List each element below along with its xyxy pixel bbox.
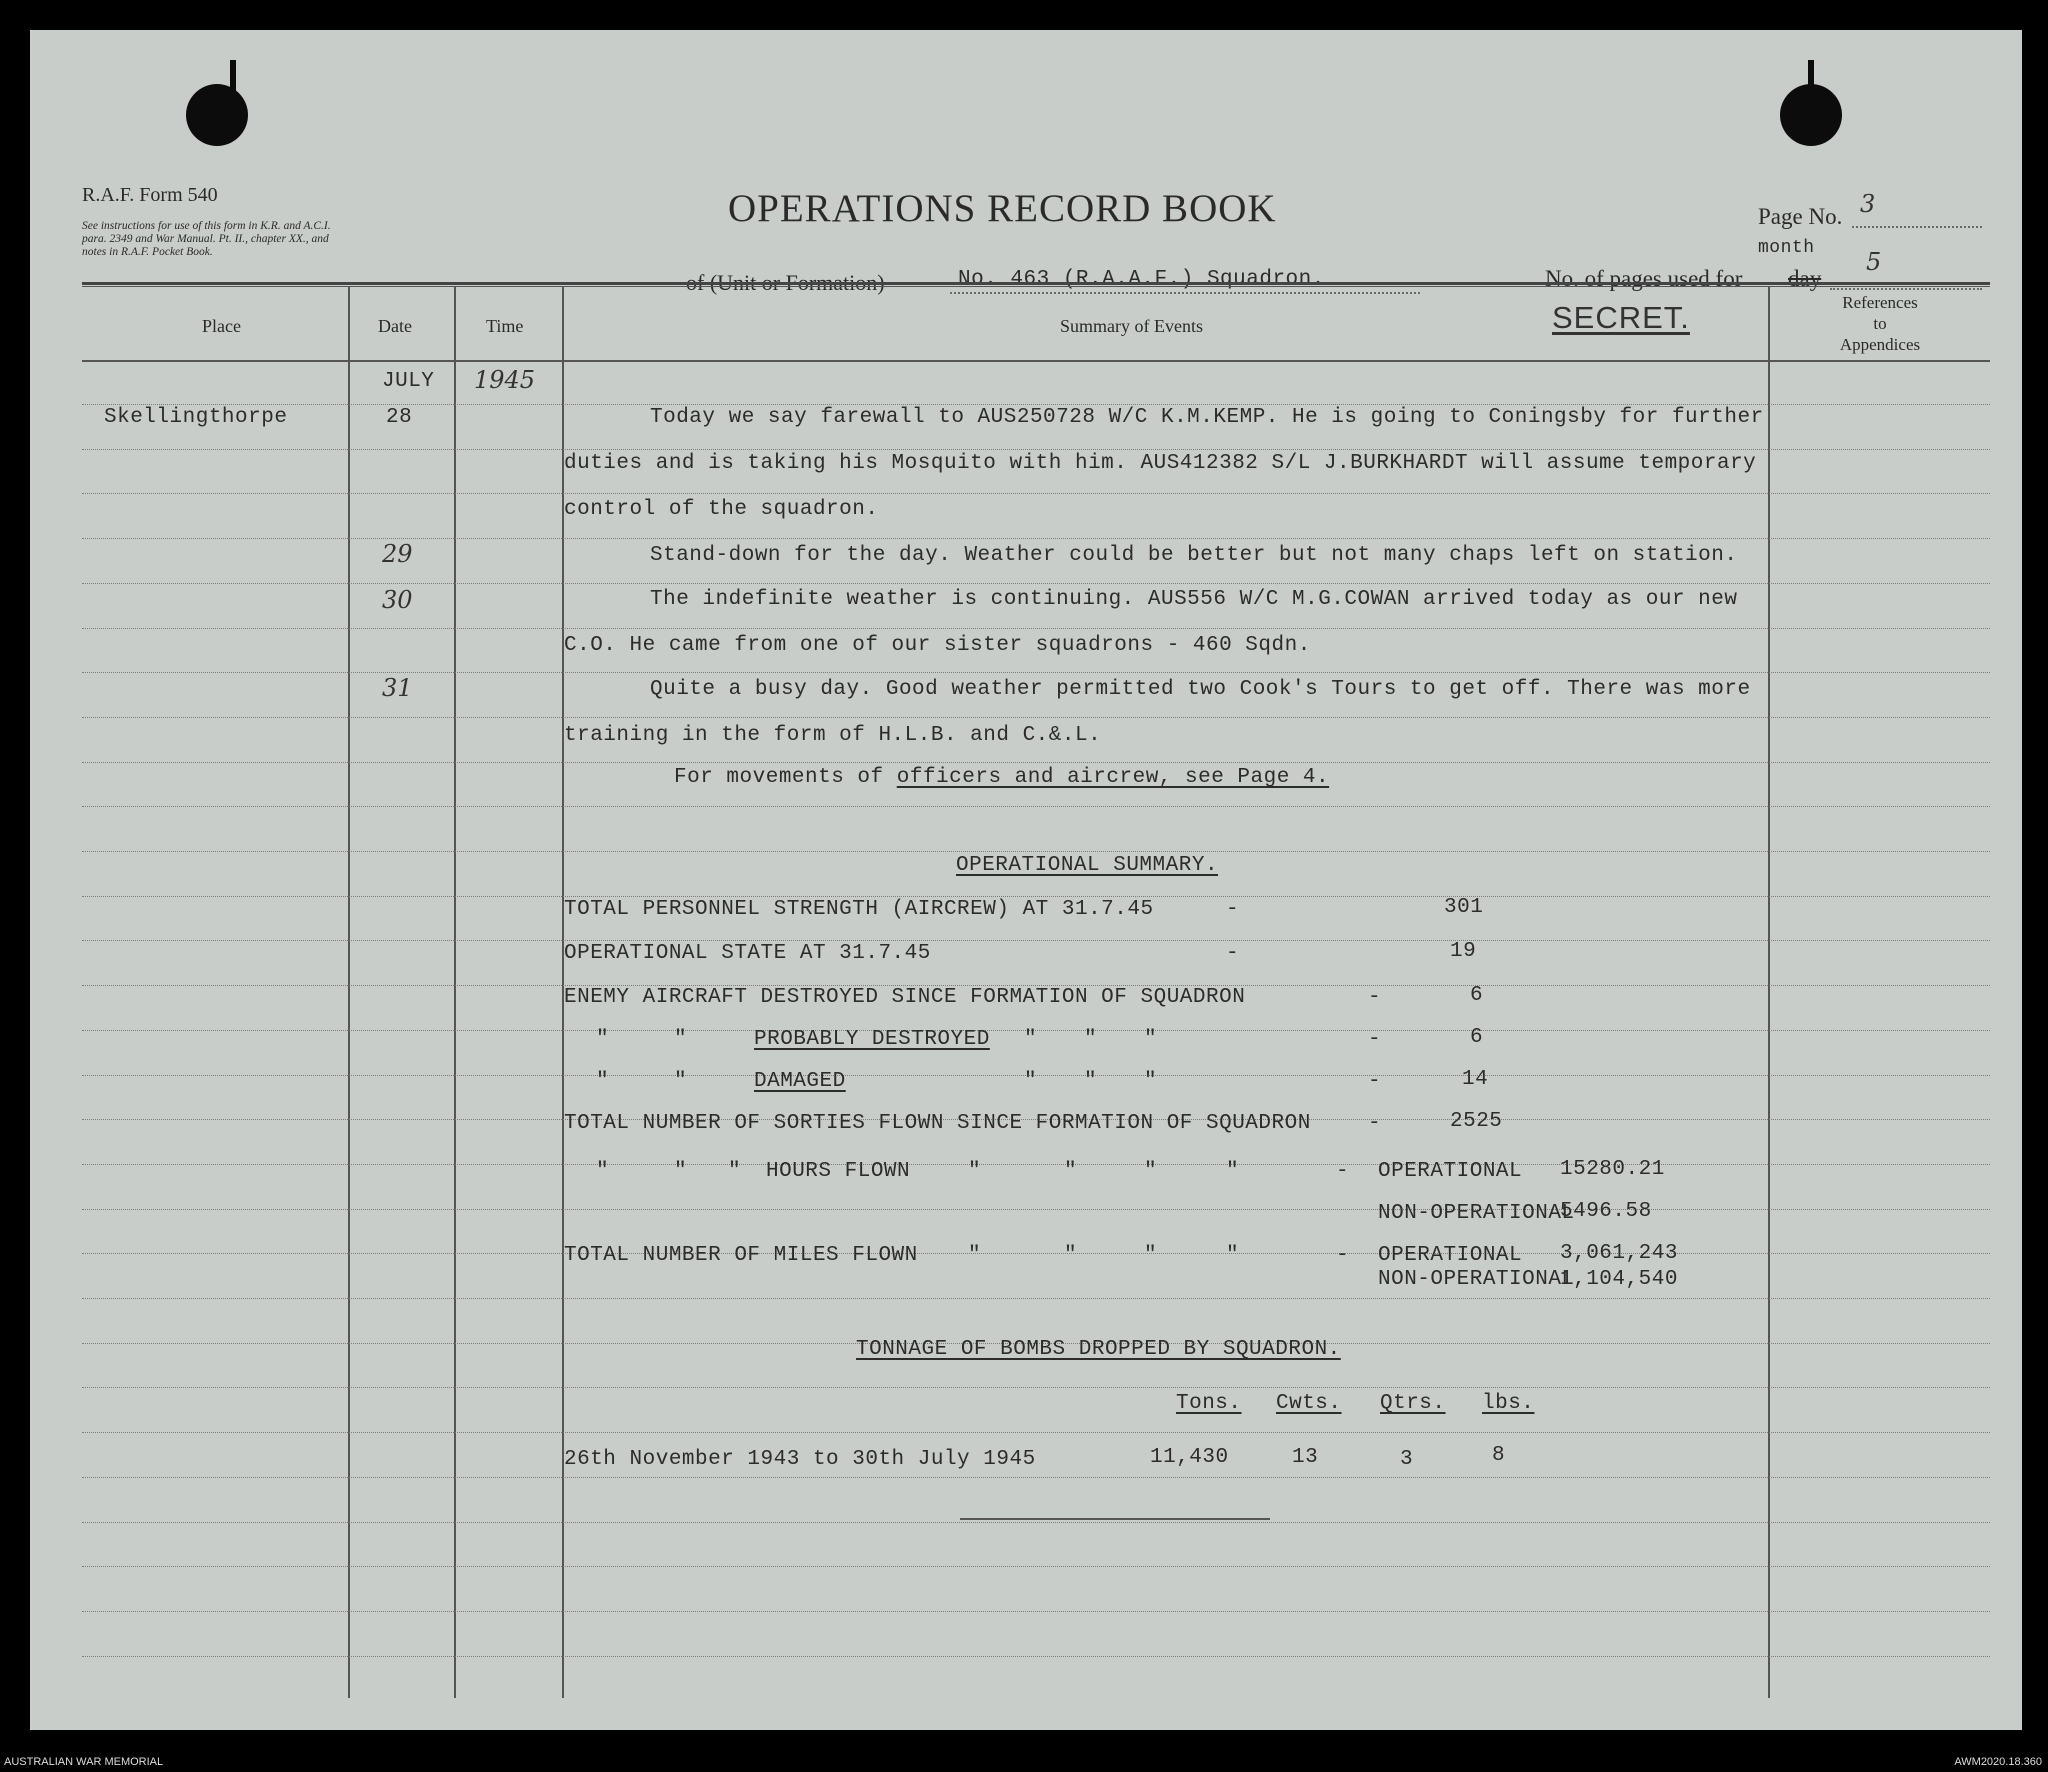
ruled-line	[82, 940, 1990, 941]
miles-operational-value: 3,061,243	[1560, 1242, 1678, 1265]
entry-31-line-2: training in the form of H.L.B. and C.&.L.	[564, 724, 1102, 747]
classification-stamp: SECRET.	[1552, 300, 1690, 335]
ruled-line	[82, 538, 1990, 539]
operational-summary-heading: OPERATIONAL SUMMARY.	[956, 854, 1219, 877]
column-header-summary: Summary of Events	[1060, 316, 1203, 336]
ditto-mark: "	[1144, 1160, 1158, 1183]
ditto-mark: "	[1064, 1244, 1078, 1267]
ditto-mark: "	[728, 1160, 742, 1183]
sorties-value: 2525	[1450, 1110, 1503, 1133]
ditto-mark: "	[674, 1070, 688, 1093]
bombs-lbs: 8	[1492, 1444, 1506, 1467]
hours-operational-value: 15280.21	[1560, 1158, 1665, 1181]
movements-note	[674, 766, 1329, 789]
page-value: 3	[1860, 190, 1876, 218]
pages-struck-word: day	[1788, 266, 1822, 291]
references-line: to	[1873, 314, 1887, 333]
ditto-mark: "	[968, 1244, 982, 1267]
unit-dotted-line	[950, 292, 1420, 294]
page-label: Page No.	[1758, 204, 1843, 229]
ruled-line	[82, 1164, 1990, 1165]
form-instructions	[82, 220, 331, 259]
header-bottom-rule	[82, 360, 1990, 362]
references-line: References	[1842, 293, 1918, 312]
hours-dash: -	[1336, 1160, 1350, 1183]
miles-non-operational-value: 1,104,540	[1560, 1268, 1678, 1291]
ruled-line	[82, 672, 1990, 673]
punch-hole-left	[186, 84, 248, 146]
probably-dash: -	[1368, 1028, 1382, 1051]
unit-label: of (Unit or Formation)	[686, 270, 885, 295]
ruled-line	[82, 1656, 1990, 1657]
entry-29-line: Stand-down for the day. Weather could be better but not many chaps left on station.	[650, 544, 1738, 567]
hours-non-operational-label: NON-OPERATIONAL	[1378, 1202, 1575, 1225]
instructions-line: para. 2349 and War Manual. Pt. II., chapter XX., and	[82, 233, 329, 245]
ditto-mark: "	[674, 1160, 688, 1183]
state-dash: -	[1226, 942, 1240, 965]
movements-prefix: For movements of	[674, 766, 897, 789]
ruled-line	[82, 762, 1990, 763]
bombs-header-tons: Tons.	[1176, 1392, 1242, 1415]
entry-date-29: 29	[382, 540, 413, 568]
ruled-line	[82, 1432, 1990, 1433]
ditto-mark: "	[596, 1160, 610, 1183]
ditto-mark: "	[968, 1160, 982, 1183]
ditto-mark: "	[1084, 1070, 1098, 1093]
hours-operational-label: OPERATIONAL	[1378, 1160, 1523, 1183]
ditto-mark: "	[1084, 1028, 1098, 1051]
entry-30-line-2: C.O. He came from one of our sister squadrons - 460 Sqdn.	[564, 634, 1311, 657]
entry-place: Skellingthorpe	[104, 406, 288, 429]
miles-dash: -	[1336, 1244, 1350, 1267]
miles-label: TOTAL NUMBER OF MILES FLOWN	[564, 1244, 918, 1267]
ruled-line	[82, 583, 1990, 584]
instructions-line: notes in R.A.F. Pocket Book.	[82, 246, 213, 258]
ruled-line	[82, 896, 1990, 897]
miles-operational-label: OPERATIONAL	[1378, 1244, 1523, 1267]
ditto-mark: "	[596, 1070, 610, 1093]
record-sheet	[30, 30, 2022, 1730]
pages-value: 5	[1866, 248, 1882, 276]
form-number: R.A.F. Form 540	[82, 184, 218, 206]
state-value: 19	[1450, 940, 1477, 963]
footer-reference: AWM2020.18.360	[1954, 1756, 2042, 1768]
ditto-mark: "	[1144, 1028, 1158, 1051]
bombs-header-qtrs: Qtrs.	[1380, 1392, 1446, 1415]
bombs-period: 26th November 1943 to 30th July 1945	[564, 1448, 1036, 1471]
probably-destroyed-value: 6	[1470, 1026, 1484, 1049]
ruled-line	[82, 1209, 1990, 1210]
ruled-line	[82, 404, 1990, 405]
damaged-dash: -	[1368, 1070, 1382, 1093]
ditto-mark: "	[596, 1028, 610, 1051]
ruled-line	[82, 1566, 1990, 1567]
strength-dash: -	[1226, 898, 1240, 921]
destroyed-dash: -	[1368, 986, 1382, 1009]
bombs-qtrs: 3	[1400, 1448, 1414, 1471]
ruled-line	[82, 717, 1990, 718]
instructions-line: See instructions for use of this form in K.R. and A.C.I.	[82, 220, 331, 232]
entry-year: 1945	[474, 366, 536, 394]
page-dotted-line	[1852, 226, 1982, 228]
table-top-rule	[82, 282, 1990, 285]
bombs-tons: 11,430	[1150, 1446, 1229, 1469]
ruled-line	[82, 851, 1990, 852]
movements-underlined: officers and aircrew, see Page 4.	[896, 766, 1330, 789]
ditto-mark: "	[1226, 1160, 1240, 1183]
sorties-dash: -	[1368, 1112, 1382, 1135]
ditto-mark: "	[1024, 1070, 1038, 1093]
entry-date-28: 28	[386, 406, 413, 429]
punch-hole-right	[1780, 84, 1842, 146]
hours-non-operational-value: 5496.58	[1560, 1200, 1652, 1223]
document-title: OPERATIONS RECORD BOOK	[728, 187, 1277, 230]
references-line: Appendices	[1839, 335, 1921, 354]
strength-value: 301	[1444, 896, 1484, 919]
hours-label: HOURS FLOWN	[766, 1160, 911, 1183]
ruled-line	[82, 493, 1990, 494]
strength-label: TOTAL PERSONNEL STRENGTH (AIRCREW) AT 31.7.45	[564, 898, 1154, 921]
bombs-cwts: 13	[1292, 1446, 1319, 1469]
column-divider	[1768, 286, 1770, 1698]
entry-date-30: 30	[382, 586, 413, 614]
ruled-line	[82, 449, 1990, 450]
entry-month: JULY	[382, 370, 435, 393]
bombs-header-lbs: lbs.	[1482, 1392, 1535, 1415]
entry-31-line-1: Quite a busy day. Good weather permitted two Cook's Tours to get off. There was more	[650, 678, 1751, 701]
footer-credit: AUSTRALIAN WAR MEMORIAL	[4, 1756, 164, 1768]
column-header-date: Date	[378, 316, 412, 336]
entry-30-line-1: The indefinite weather is continuing. AUS556 W/C M.G.COWAN arrived today as our new	[650, 588, 1738, 611]
ruled-line	[82, 1611, 1990, 1612]
ruled-line	[82, 628, 1990, 629]
entry-28-line-1: Today we say farewall to AUS250728 W/C K.M.KEMP. He is going to Coningsby for further	[650, 406, 1764, 429]
ditto-mark: "	[1226, 1244, 1240, 1267]
entry-28-line-3: control of the squadron.	[564, 498, 879, 521]
miles-non-operational-label: NON-OPERATIONAL	[1378, 1268, 1575, 1291]
ruled-line	[82, 1522, 1990, 1523]
unit-value: No. 463 (R.A.A.F.) Squadron.	[958, 268, 1325, 291]
ruled-line	[82, 1387, 1990, 1388]
probably-destroyed-label: PROBABLY DESTROYED	[754, 1028, 990, 1051]
ditto-mark: "	[1024, 1028, 1038, 1051]
bombs-header-cwts: Cwts.	[1276, 1392, 1342, 1415]
pages-dotted-line	[1830, 288, 1982, 290]
state-label: OPERATIONAL STATE AT 31.7.45	[564, 942, 931, 965]
ditto-mark: "	[1144, 1070, 1158, 1093]
column-header-references	[1770, 292, 1990, 355]
destroyed-value: 6	[1470, 984, 1484, 1007]
column-header-time: Time	[486, 316, 524, 336]
ruled-line	[82, 806, 1990, 807]
ditto-mark: "	[1144, 1244, 1158, 1267]
column-header-place: Place	[202, 316, 241, 336]
ditto-mark: "	[674, 1028, 688, 1051]
ruled-line	[82, 1253, 1990, 1254]
column-divider	[348, 286, 350, 1698]
table-top-rule-thin	[82, 286, 1990, 287]
sorties-label: TOTAL NUMBER OF SORTIES FLOWN SINCE FORMATION OF SQUADRON	[564, 1112, 1311, 1135]
entry-date-31: 31	[382, 674, 413, 702]
closing-rule	[960, 1518, 1270, 1520]
ruled-line	[82, 1477, 1990, 1478]
damaged-value: 14	[1462, 1068, 1489, 1091]
damaged-label: DAMAGED	[754, 1070, 846, 1093]
pages-inserted-word: month	[1758, 238, 1815, 258]
entry-28-line-2: duties and is taking his Mosquito with him. AUS412382 S/L J.BURKHARDT will assume temporary	[564, 452, 1757, 475]
destroyed-label: ENEMY AIRCRAFT DESTROYED SINCE FORMATION OF SQUADRON	[564, 986, 1246, 1009]
column-divider	[454, 286, 456, 1698]
ruled-line	[82, 1298, 1990, 1299]
pages-label: No. of pages used for	[1545, 266, 1743, 291]
ditto-mark: "	[1064, 1160, 1078, 1183]
bombs-heading: TONNAGE OF BOMBS DROPPED BY SQUADRON.	[856, 1338, 1341, 1361]
